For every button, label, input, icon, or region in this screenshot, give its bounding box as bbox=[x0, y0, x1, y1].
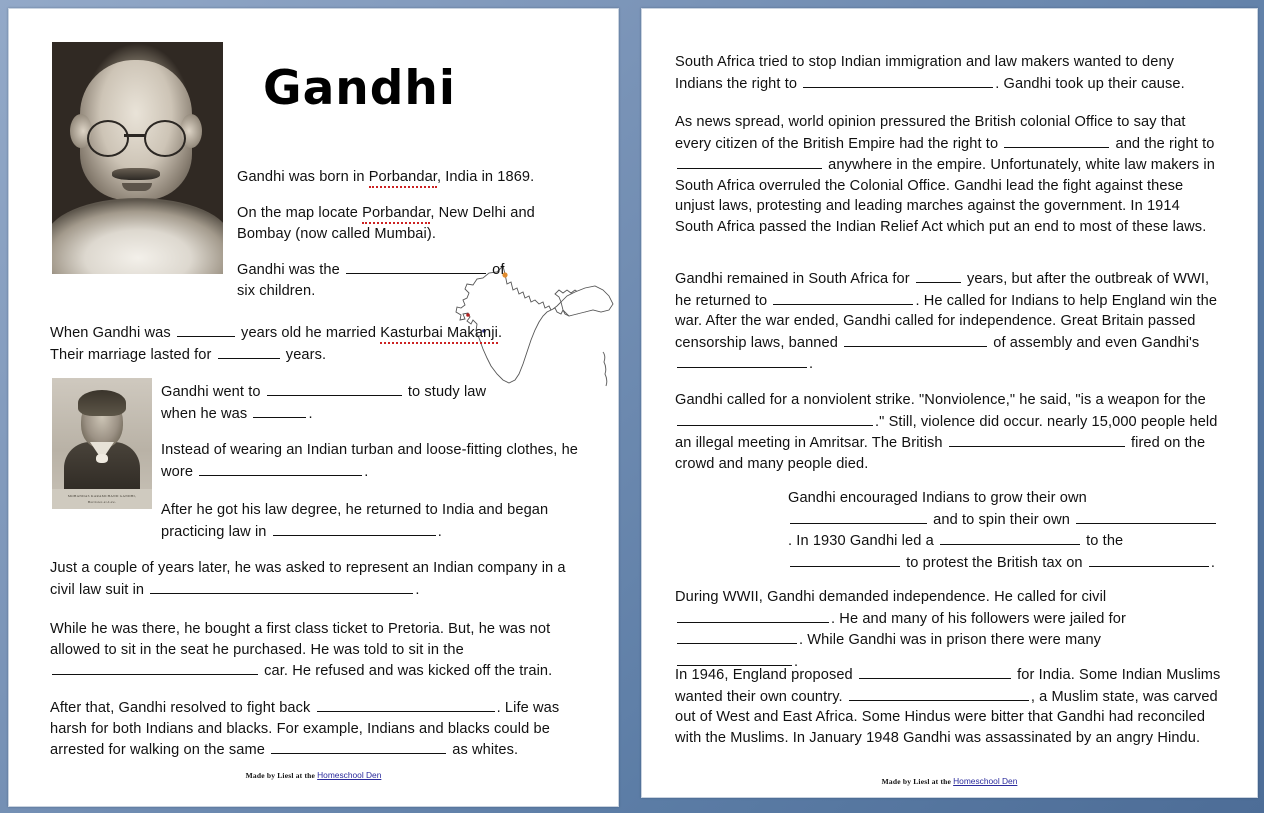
homeschool-den-link[interactable]: Homeschool Den bbox=[317, 770, 382, 780]
answer-blank[interactable] bbox=[271, 739, 446, 754]
paragraph-map-locate: On the map locate Porbandar, New Delhi and Bombay (now called Mumbai). bbox=[237, 205, 535, 242]
answer-blank[interactable] bbox=[253, 403, 306, 418]
portrait-glasses-right bbox=[144, 120, 186, 157]
answer-blank[interactable] bbox=[218, 344, 280, 359]
page-title bbox=[263, 61, 593, 123]
footer-credit-text: Made by Liesl at the bbox=[881, 777, 954, 786]
answer-blank[interactable] bbox=[677, 411, 873, 426]
answer-blank[interactable] bbox=[199, 461, 362, 476]
footer-right bbox=[642, 776, 1257, 786]
young-gandhi-caption-line2: Barrister-at-Law. bbox=[87, 500, 117, 504]
answer-blank[interactable] bbox=[677, 353, 807, 368]
young-gandhi-bowtie bbox=[96, 454, 108, 463]
answer-blank[interactable] bbox=[790, 509, 927, 524]
answer-blank[interactable] bbox=[1076, 509, 1216, 524]
footer-left bbox=[9, 770, 618, 780]
answer-blank[interactable] bbox=[844, 332, 987, 347]
northeast-states bbox=[561, 286, 613, 316]
gandhi-portrait-photo bbox=[52, 42, 223, 274]
paragraph-nonviolence: Gandhi called for a nonviolent strike. "Nonviolence," he said, "is a weapon for the ." Still, violence did occur. nearly 15,000 people held an illegal meeting in Amritsar. The British fired on the crowd and many people died. bbox=[675, 392, 1218, 472]
paragraph-wwii-disobedience: During WWII, Gandhi demanded independence. He called for civil . He and many of his followers were jailed for . While Gandhi was in prison there were many . bbox=[675, 589, 1126, 670]
paragraph-law-degree: After he got his law degree, he returned to India and began practicing law in . bbox=[161, 502, 549, 540]
andaman-islands bbox=[603, 352, 607, 386]
answer-blank[interactable] bbox=[150, 579, 413, 594]
portrait-mouth bbox=[122, 183, 152, 191]
answer-blank[interactable] bbox=[859, 664, 1011, 679]
city-marker-porbandar bbox=[466, 313, 470, 317]
answer-blank[interactable] bbox=[940, 530, 1080, 545]
answer-blank[interactable] bbox=[677, 154, 822, 169]
answer-blank[interactable] bbox=[916, 268, 961, 283]
page-right-sheet bbox=[642, 9, 1257, 797]
paragraph-clothing: Instead of wearing an Indian turban and loose-fitting clothes, he wore . bbox=[161, 442, 579, 480]
page-left-sheet bbox=[9, 9, 618, 806]
answer-blank[interactable] bbox=[52, 660, 258, 675]
answer-blank[interactable] bbox=[803, 73, 993, 88]
portrait-glasses-left bbox=[87, 120, 129, 157]
answer-blank[interactable] bbox=[177, 322, 235, 337]
answer-blank[interactable] bbox=[849, 686, 1029, 701]
paragraph-immigration: South Africa tried to stop Indian immigration and law makers wanted to deny Indians the right to . Gandhi took up their cause. bbox=[675, 54, 1185, 92]
paragraph-wwi-return: Gandhi remained in South Africa for years, but after the outbreak of WWI, he returned to . He called for Indians to help England win the war. After the war ended, Gandhi called for independence. Great Britain passed censorship laws, banned of assembly and even Gandhi's . bbox=[675, 268, 1221, 375]
answer-blank[interactable] bbox=[1089, 552, 1209, 567]
paragraph-sixth-child: Gandhi was the of six children. bbox=[237, 259, 507, 301]
answer-blank[interactable] bbox=[677, 629, 797, 644]
answer-blank[interactable] bbox=[317, 697, 495, 712]
answer-blank[interactable] bbox=[267, 381, 402, 396]
paragraph-study-law: Gandhi went to to study law when he was . bbox=[161, 381, 521, 424]
paragraph-partition: In 1946, England proposed for India. Some Indian Muslims wanted their own country. , a Muslim state, was carved out of West and East Africa. Some Hindus were bitter that Gandhi had reconciled with the Muslims. In January 1948 Gandhi was assassinated by an angry Hindu. bbox=[675, 664, 1221, 748]
young-gandhi-hair bbox=[78, 390, 126, 416]
homeschool-den-link[interactable]: Homeschool Den bbox=[953, 776, 1018, 786]
answer-blank[interactable] bbox=[346, 259, 486, 274]
worksheet-page-left bbox=[8, 8, 619, 807]
answer-blank[interactable] bbox=[773, 290, 913, 305]
portrait-mustache bbox=[112, 168, 160, 180]
spellcheck-flagged-word: Porbandar bbox=[369, 169, 437, 188]
portrait-shawl bbox=[52, 198, 223, 274]
paragraph-birthplace: Gandhi was born in Porbandar, India in 1869. bbox=[237, 167, 587, 188]
footer-credit-text: Made by Liesl at the bbox=[245, 771, 318, 780]
answer-blank[interactable] bbox=[677, 608, 829, 623]
young-gandhi-caption-line1: MOHANDAS KARAMCHAND GANDHI, bbox=[67, 494, 137, 498]
young-gandhi-caption bbox=[52, 489, 152, 509]
worksheet-page-right bbox=[641, 8, 1258, 798]
paragraph-train-pretoria: While he was there, he bought a first class ticket to Pretoria. But, he was not allowed to sit in the seat he purchased. He was told to sit in the car. He refused and was kicked off the train. bbox=[50, 621, 553, 679]
answer-blank[interactable] bbox=[273, 521, 436, 536]
answer-blank[interactable] bbox=[1004, 133, 1109, 148]
answer-blank[interactable] bbox=[949, 432, 1125, 447]
paragraph-marriage: When Gandhi was years old he married Kasturbai Makanji. Their marriage lasted for years. bbox=[50, 322, 510, 365]
spellcheck-flagged-word: Kasturbai Makanji bbox=[380, 325, 498, 344]
paragraph-colonial-office: As news spread, world opinion pressured the British colonial Office to say that every citizen of the British Empire had the right to and the right to anywhere in the empire. Unfortunately, white law makers in South Africa overruled the Colonial Office. Gandhi lead the fight against these unjust laws, protesting and leading marches against the government. In 1914 South Africa passed the Indian Relief Act which put an end to most of these laws. bbox=[675, 114, 1215, 235]
paragraph-salt-march: Gandhi encouraged Indians to grow their own and to spin their own . In 1930 Gandhi led a to the to protest the British tax on . bbox=[788, 490, 1215, 571]
paragraph-civil-suit: Just a couple of years later, he was asked to represent an Indian company in a civil law suit in . bbox=[50, 560, 566, 598]
portrait-glasses-bridge bbox=[124, 134, 145, 137]
paragraph-fight-back: After that, Gandhi resolved to fight back . Life was harsh for both Indians and blacks. For example, Indians and blacks could be arrested for walking on the same as whites. bbox=[50, 697, 578, 761]
page-title-text: Gandhi bbox=[263, 61, 456, 116]
young-gandhi-photo bbox=[52, 378, 152, 509]
answer-blank[interactable] bbox=[790, 552, 900, 567]
spellcheck-flagged-word: Porbandar bbox=[362, 205, 430, 224]
